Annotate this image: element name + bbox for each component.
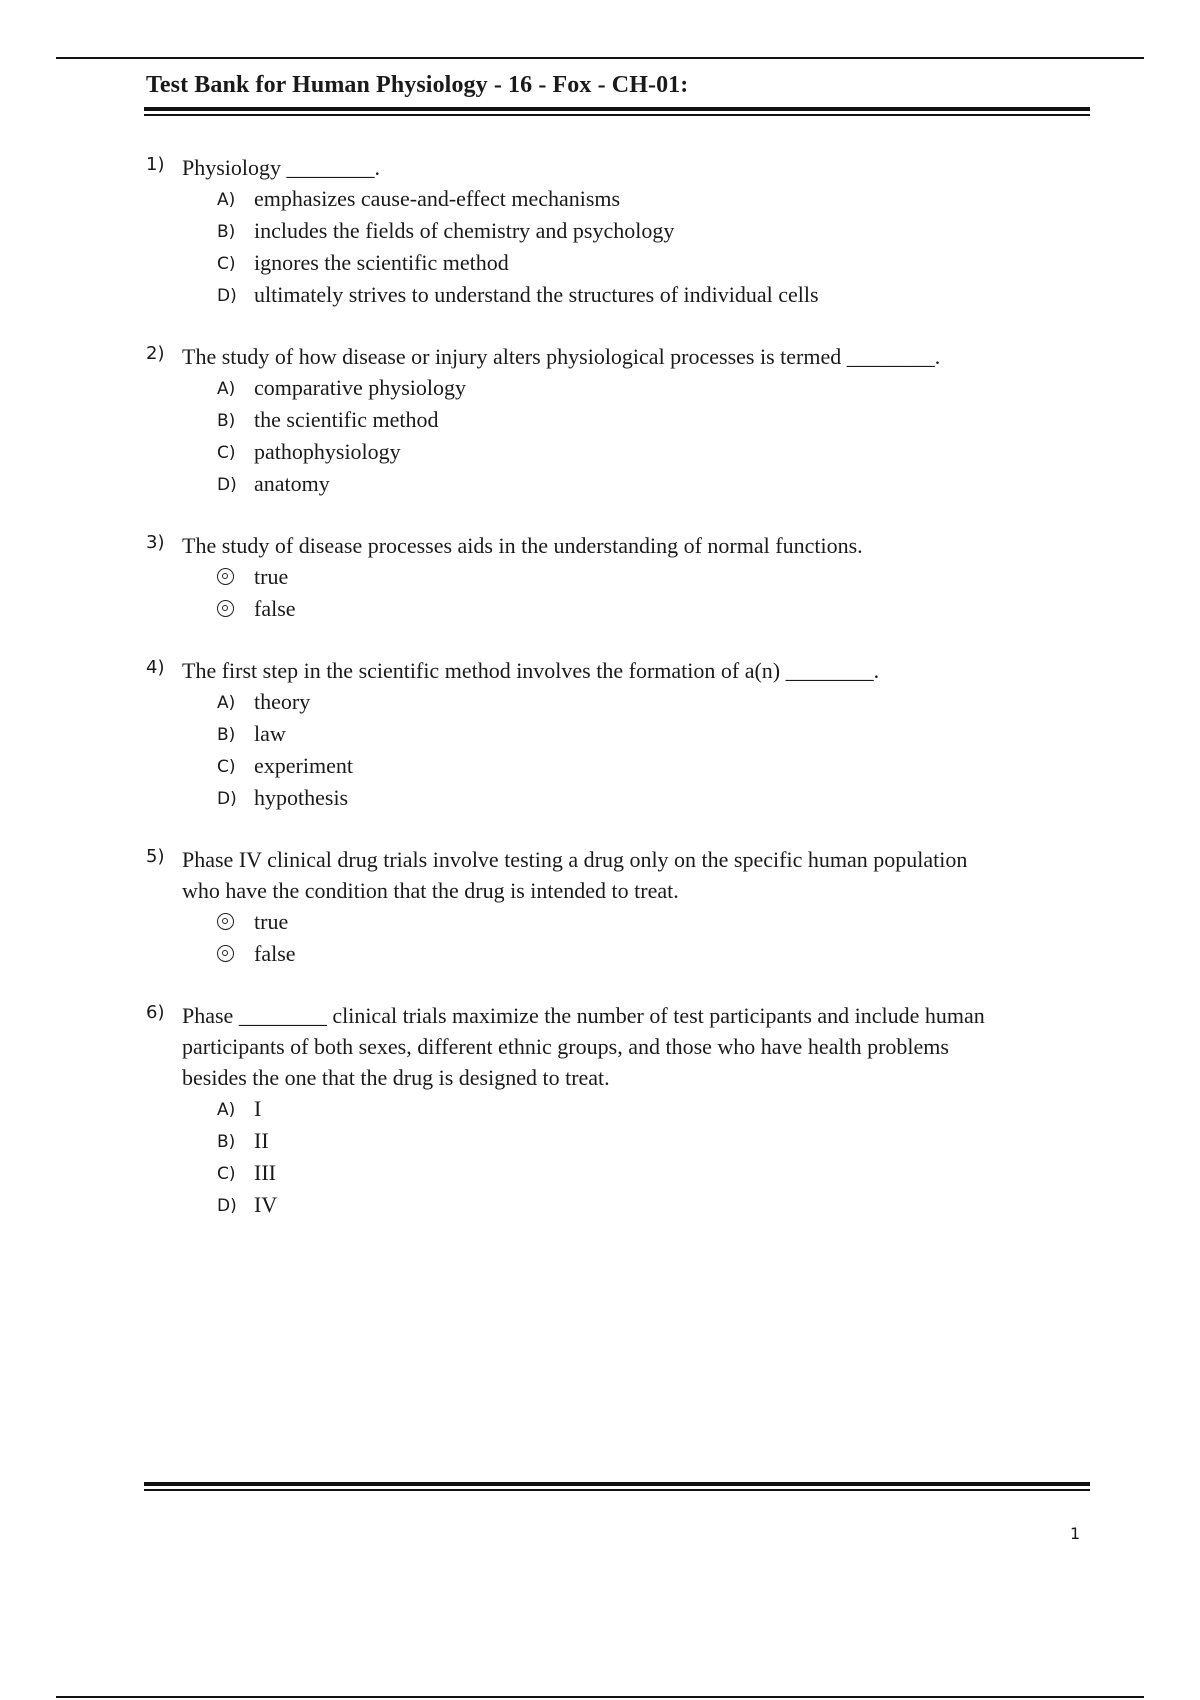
answer-option [217, 279, 1086, 311]
answer-text: theory [254, 689, 311, 714]
question-number: 5) [146, 846, 165, 867]
answer-option [217, 782, 1086, 814]
header-double-rule [144, 107, 1090, 119]
question-item [146, 152, 1086, 311]
question-text: The study of disease processes aids in the understanding of normal functions. [182, 533, 863, 558]
answer-list [146, 1093, 1086, 1221]
question-text: Physiology ________. [182, 155, 381, 180]
answer-list [146, 561, 1086, 625]
header-rule-thin [144, 114, 1090, 116]
header-rule-thick [144, 107, 1090, 111]
answer-text: the scientific method [254, 407, 439, 432]
page-number: 1 [1070, 1524, 1081, 1543]
question-number: 1) [146, 154, 165, 175]
answer-letter: B) [217, 222, 236, 242]
answer-text: hypothesis [254, 785, 349, 810]
answer-text: pathophysiology [254, 439, 401, 464]
answer-list [146, 906, 1086, 970]
answer-option [217, 183, 1086, 215]
answer-text: anatomy [254, 471, 330, 496]
answer-text: true [254, 564, 289, 589]
question-number: 4) [146, 657, 165, 678]
answer-text: true [254, 909, 289, 934]
answer-list [146, 686, 1086, 814]
answer-letter: D) [217, 475, 237, 495]
answer-option [217, 1189, 1086, 1221]
answer-option [217, 247, 1086, 279]
answer-text: III [254, 1160, 276, 1185]
answer-option [217, 750, 1086, 782]
question-text: Phase IV clinical drug trials involve testing a drug only on the specific human population who have the condition that the drug is intended to treat. [182, 847, 968, 903]
answer-text: false [254, 941, 296, 966]
answer-letter: A) [217, 190, 236, 210]
answer-list [146, 372, 1086, 500]
answer-option [217, 215, 1086, 247]
answer-letter: D) [217, 286, 237, 306]
answer-option [217, 906, 1086, 938]
question-item [146, 655, 1086, 814]
answer-text: includes the fields of chemistry and psychology [254, 218, 675, 243]
question-item [146, 844, 1086, 970]
answer-option [217, 468, 1086, 500]
page-bottom-border [56, 1696, 1144, 1698]
radio-circle-icon [217, 568, 234, 585]
answer-letter: A) [217, 1100, 236, 1120]
answer-letter: A) [217, 379, 236, 399]
answer-letter: A) [217, 693, 236, 713]
question-text: Phase ________ clinical trials maximize the number of test participants and include human participants of both sexes, different ethnic groups, and those who have health problems besides the one that the drug is designed to treat. [182, 1003, 985, 1090]
answer-option [217, 372, 1086, 404]
answer-option [217, 1093, 1086, 1125]
answer-letter: B) [217, 1132, 236, 1152]
footer-rule-thick [144, 1482, 1090, 1486]
answer-option [217, 561, 1086, 593]
answer-option [217, 1157, 1086, 1189]
answer-text: law [254, 721, 286, 746]
answer-text: IV [254, 1192, 278, 1217]
question-list [146, 152, 1086, 1251]
question-item [146, 1000, 1086, 1221]
footer-rule-thin [144, 1489, 1090, 1491]
answer-letter: B) [217, 725, 236, 745]
answer-option [217, 938, 1086, 970]
answer-option [217, 404, 1086, 436]
answer-letter: B) [217, 411, 236, 431]
answer-option [217, 593, 1086, 625]
answer-text: I [254, 1096, 262, 1121]
answer-text: ignores the scientific method [254, 250, 509, 275]
answer-letter: C) [217, 443, 236, 463]
question-number: 3) [146, 532, 165, 553]
answer-option [217, 686, 1086, 718]
answer-letter: D) [217, 1196, 237, 1216]
answer-text: ultimately strives to understand the structures of individual cells [254, 282, 819, 307]
answer-letter: D) [217, 789, 237, 809]
answer-text: II [254, 1128, 269, 1153]
page-top-border [56, 57, 1144, 59]
radio-circle-icon [217, 945, 234, 962]
question-number: 2) [146, 343, 165, 364]
radio-circle-icon [217, 913, 234, 930]
question-item [146, 530, 1086, 625]
answer-text: comparative physiology [254, 375, 467, 400]
document-title: Test Bank for Human Physiology - 16 - Fox - CH-01: [146, 72, 689, 98]
answer-text: experiment [254, 753, 353, 778]
answer-letter: C) [217, 254, 236, 274]
radio-circle-icon [217, 600, 234, 617]
answer-letter: C) [217, 1164, 236, 1184]
answer-text: false [254, 596, 296, 621]
question-item [146, 341, 1086, 500]
question-number: 6) [146, 1002, 165, 1023]
answer-option [217, 718, 1086, 750]
answer-option [217, 436, 1086, 468]
answer-option [217, 1125, 1086, 1157]
question-text: The study of how disease or injury alters physiological processes is termed ________. [182, 344, 941, 369]
answer-list [146, 183, 1086, 311]
question-text: The first step in the scientific method involves the formation of a(n) ________. [182, 658, 880, 683]
footer-double-rule [144, 1482, 1090, 1494]
answer-letter: C) [217, 757, 236, 777]
answer-text: emphasizes cause-and-effect mechanisms [254, 186, 621, 211]
